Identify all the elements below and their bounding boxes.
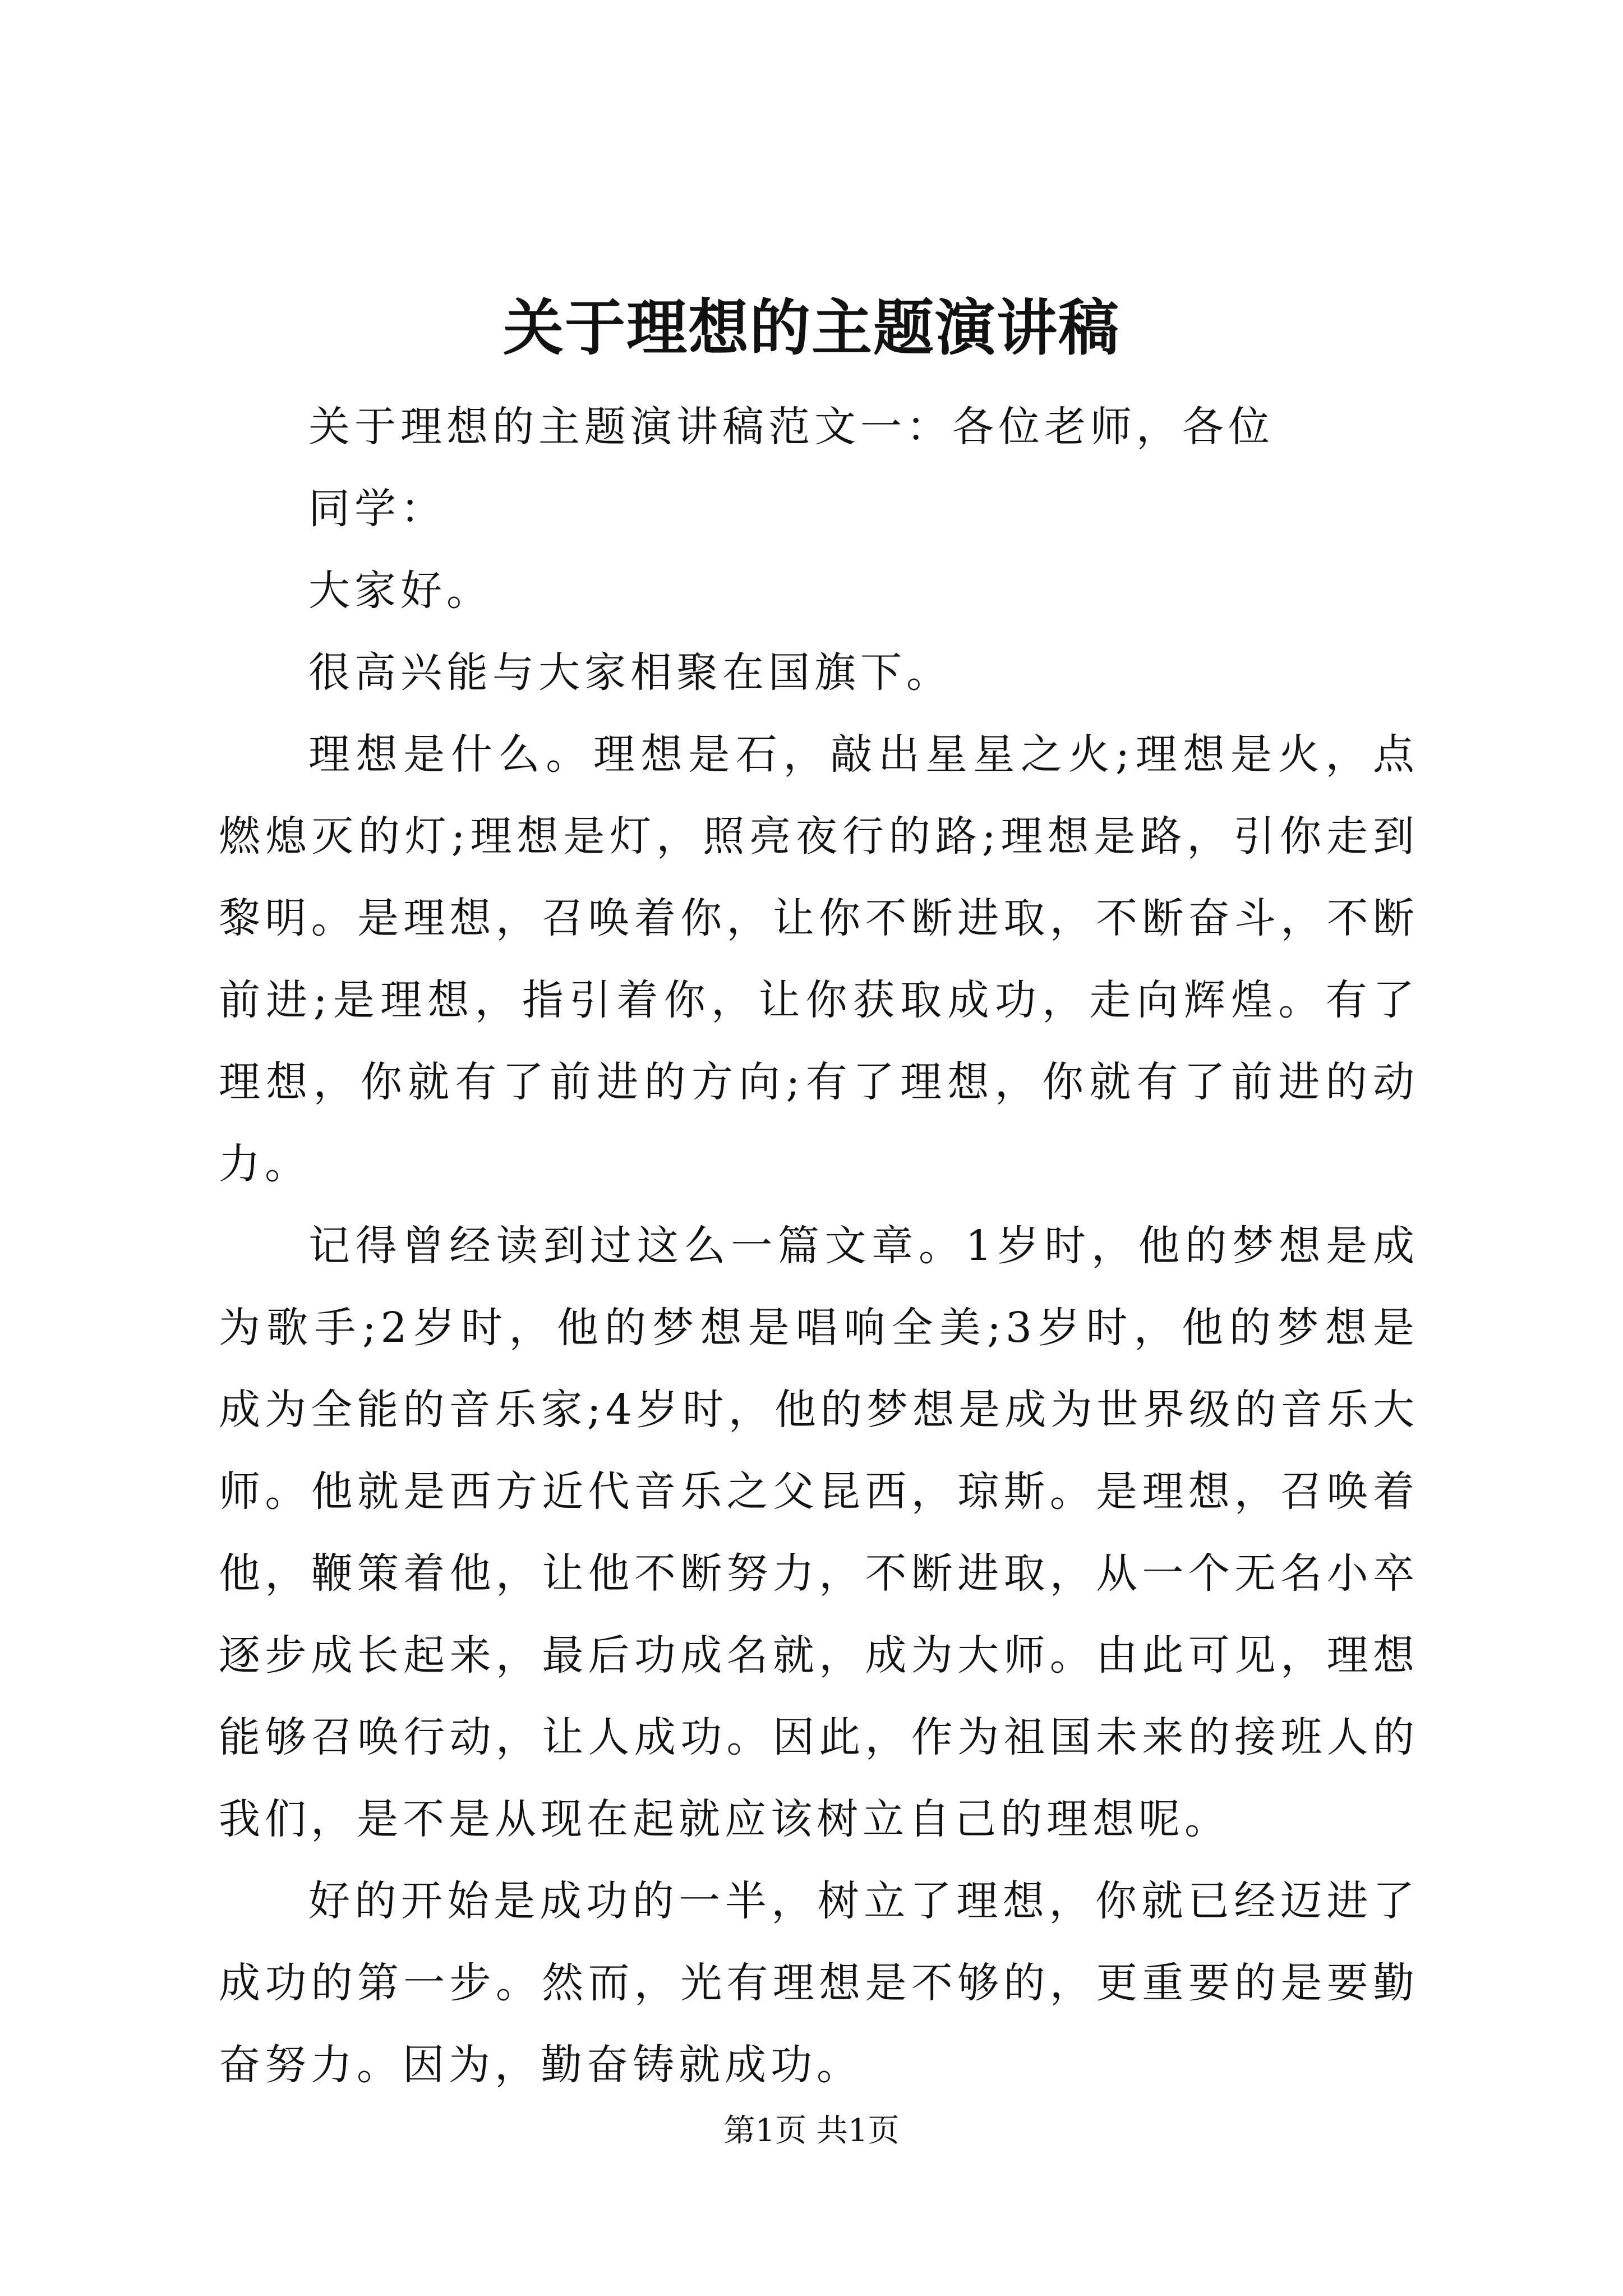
paragraph-story: 记得曾经读到过这么一篇文章。1岁时，他的梦想是成为歌手;2岁时，他的梦想是唱响全美;3岁时，他的梦想是成为全能的音乐家;4岁时，他的梦想是成为世界级的音乐大师。他就是西方近代音乐之父昆西，琼斯。是理想，召唤着他，鞭策着他，让他不断努力，不断进取，从一个无名小卒逐步成长起来，最后功成名就，成为大师。由此可见，理想能够召唤行动，让人成功。因此，作为祖国未来的接班人的我们，是不是从现在起就应该树立自己的理想呢。 <box>219 1222 1419 1843</box>
paragraph-what-is-ideal: 理想是什么。理想是石，敲出星星之火;理想是火，点燃熄灭的灯;理想是灯，照亮夜行的路;理想是路，引你走到黎明。是理想，召唤着你，让你不断进取，不断奋斗，不断前进;是理想，指引着你，让你获取成功，走向辉煌。有了理想，你就有了前进的方向;有了理想，你就有了前进的动力。 <box>219 730 1419 1188</box>
document-body <box>219 386 1419 2106</box>
page-footer: 第1页 共1页 <box>723 2113 900 2149</box>
paragraph-classmates: 同学： <box>308 485 446 533</box>
paragraph-greeting: 关于理想的主题演讲稿范文一：各位老师，各位 <box>308 403 1274 451</box>
paragraph-gathering: 很高兴能与大家相聚在国旗下。 <box>308 648 952 697</box>
document-title: 关于理想的主题演讲稿 <box>502 293 1120 364</box>
paragraph-conclusion: 好的开始是成功的一半，树立了理想，你就已经迈进了成功的第一步。然而，光有理想是不够的，更重要的是要勤奋努力。因为，勤奋铸就成功。 <box>219 1877 1419 2089</box>
paragraph-hello: 大家好。 <box>308 567 492 615</box>
